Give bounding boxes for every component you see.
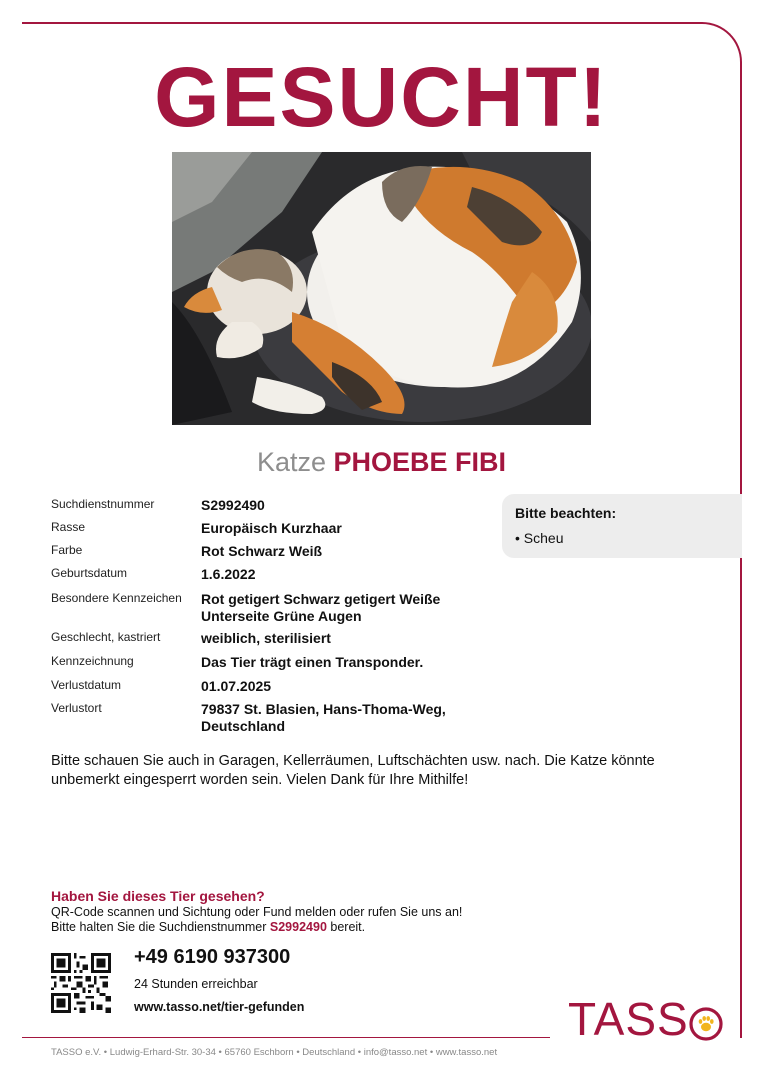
cta-reference-after: bereit.: [330, 920, 366, 934]
phone-number[interactable]: +49 6190 937300: [134, 946, 291, 968]
detail-label: Geburtsdatum: [51, 566, 128, 580]
detail-label: Geschlecht, kastriert: [51, 630, 161, 644]
qr-code[interactable]: [51, 953, 111, 1013]
pet-photo: [172, 152, 591, 425]
cta-reference-before: Bitte halten Sie die Suchdienstnummer: [51, 920, 267, 934]
footer-address: TASSO e.V. • Ludwig-Erhard-Str. 30-34 • 65760 Eschborn • Deutschland • info@tasso.net • www.tasso.net: [51, 1047, 498, 1058]
note-item: • Scheu: [515, 530, 564, 546]
detail-label: Kennzeichnung: [51, 654, 134, 668]
pet-name: PHOEBE FIBI: [333, 447, 507, 477]
cta-reference-number: S2992490: [269, 920, 327, 934]
cta-title: Haben Sie dieses Tier gesehen?: [51, 888, 265, 904]
detail-value: 79837 St. Blasien, Hans-Thoma-Weg, Deutschland: [201, 701, 446, 734]
pet-species: Katze: [256, 447, 326, 477]
detail-value: Europäisch Kurzhaar: [201, 520, 342, 536]
detail-value: 1.6.2022: [201, 566, 256, 582]
poster-title: GESUCHT!: [154, 50, 609, 144]
availability-text: 24 Stunden erreichbar: [134, 977, 258, 991]
tasso-logo: [568, 994, 723, 1044]
website-link[interactable]: www.tasso.net/tier-gefunden: [134, 1000, 305, 1014]
poster-frame-bottom-line: [22, 1037, 550, 1038]
detail-value: S2992490: [201, 497, 265, 513]
search-hint-paragraph: Bitte schauen Sie auch in Garagen, Kellerräumen, Luftschächten usw. nach. Die Katze könnte unbemerkt eingesperrt worden sein. Vielen Dank für Ihre Mithilfe!: [51, 753, 655, 788]
cta-reference: [51, 920, 365, 934]
detail-label: Verlustort: [51, 701, 102, 715]
cta-instruction: QR-Code scannen und Sichtung oder Fund melden oder rufen Sie uns an!: [51, 905, 463, 919]
detail-value: 01.07.2025: [201, 678, 272, 694]
detail-label: Besondere Kennzeichen: [51, 591, 182, 605]
detail-value: weiblich, sterilisiert: [201, 630, 331, 646]
detail-label: Verlustdatum: [51, 678, 122, 692]
detail-value: Rot getigert Schwarz getigert Weiße Unterseite Grüne Augen: [201, 591, 441, 624]
detail-label: Rasse: [51, 520, 86, 534]
detail-label: Farbe: [51, 543, 83, 557]
paw-icon: [689, 1000, 723, 1034]
detail-label: Suchdienstnummer: [51, 497, 155, 511]
note-title: Bitte beachten:: [515, 505, 617, 521]
detail-value: Das Tier trägt einen Transponder.: [201, 654, 424, 670]
pet-name-line: [0, 446, 763, 478]
note-box: [502, 494, 742, 558]
detail-value: Rot Schwarz Weiß: [201, 543, 323, 559]
logo-text: TASS: [568, 993, 689, 1045]
